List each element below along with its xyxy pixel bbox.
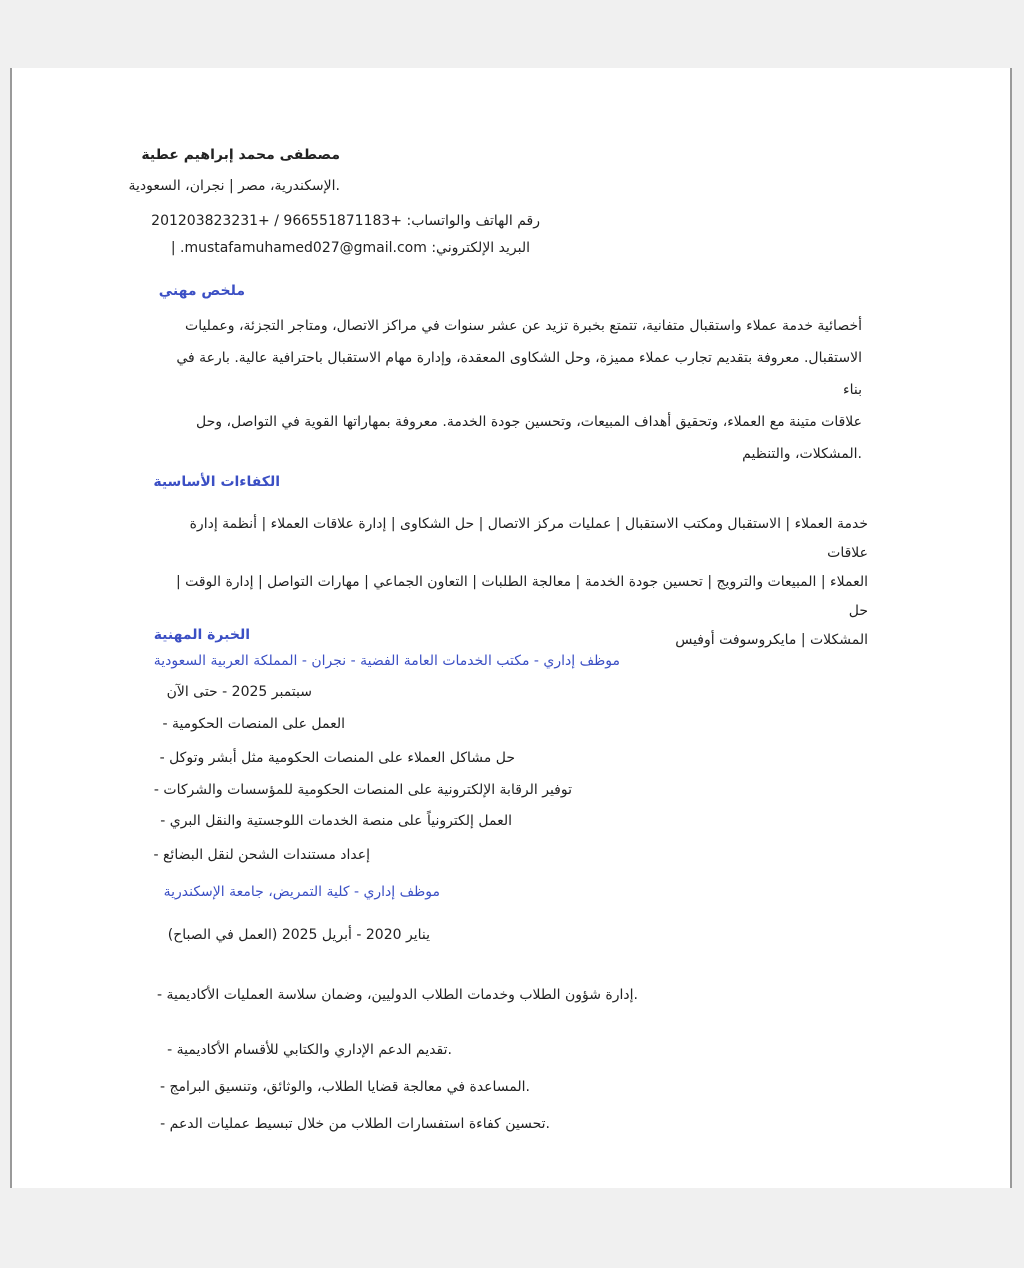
- job1-duty: إعداد مستندات الشحن لنقل البضائع -: [153, 847, 370, 863]
- competencies-line: خدمة العملاء | الاستقبال ومكتب الاستقبال | عمليات مركز الاتصال | حل الشكاوى | إدارة علاقات العملاء | أنظمة إدارة علاقات: [189, 516, 868, 561]
- job2-duty: .المساعدة في معالجة قضايا الطلاب، والوثائق، وتنسيق البرامج -: [160, 1079, 530, 1095]
- candidate-name: مصطفى محمد إبراهيم عطية: [141, 147, 340, 163]
- job1-title: موظف إداري - مكتب الخدمات العامة الفضية - نجران - المملكة العربية السعودية: [153, 653, 620, 669]
- resume-page: [10, 68, 1012, 1188]
- competencies-line: العملاء | المبيعات والترويج | تحسين جودة الخدمة | معالجة الطلبات | التعاون الجماعي | مهارات التواصل | إدارة الوقت | حل: [176, 574, 868, 619]
- job2-duty: .تحسين كفاءة استفسارات الطلاب من خلال تبسيط عمليات الدعم -: [160, 1116, 550, 1132]
- job2-duty: .إدارة شؤون الطلاب وخدمات الطلاب الدوليين، وضمان سلاسة العمليات الأكاديمية -: [156, 987, 638, 1003]
- competencies-line: المشكلات | مايكروسوفت أوفيس: [675, 632, 868, 648]
- job2-dates: يناير 2020 - أبريل 2025 (العمل في الصباح): [167, 927, 430, 943]
- job1-duty: العمل إلكترونياً على منصة الخدمات اللوجستية والنقل البري -: [160, 813, 512, 829]
- job1-dates: سبتمبر 2025 - حتى الآن: [166, 684, 312, 700]
- summary-paragraph: [162, 310, 862, 470]
- summary-heading: ملخص مهني: [158, 283, 245, 299]
- phone: رقم الهاتف والواتساب: +966551871183 / +201203823231: [151, 213, 540, 229]
- job1-duty: توفير الرقابة الإلكترونية على المنصات الحكومية للمؤسسات والشركات -: [153, 782, 572, 798]
- experience-heading: الخبرة المهنية: [153, 627, 250, 643]
- summary-line: علاقات متينة مع العملاء، وتحقيق أهداف المبيعات، وتحسين جودة الخدمة. معروفة بمهاراتها القوية في التواصل، وحل: [196, 414, 862, 430]
- job2-title: موظف إداري - كلية التمريض، جامعة الإسكندرية: [163, 884, 440, 900]
- email: البريد الإلكتروني: mustafamuhamed027@gmail.com. |: [170, 240, 530, 256]
- job1-duty: حل مشاكل العملاء على المنصات الحكومية مثل أبشر وتوكل -: [159, 750, 515, 766]
- competencies-paragraph: [163, 510, 868, 655]
- summary-line: أخصائية خدمة عملاء واستقبال متفانية، تتمتع بخبرة تزيد عن عشر سنوات في مراكز الاتصال، ومتاجر التجزئة، وعمليات: [185, 318, 862, 334]
- competencies-heading: الكفاءات الأساسية: [153, 474, 280, 490]
- summary-line: الاستقبال. معروفة بتقديم تجارب عملاء مميزة، وحل الشكاوى المعقدة، وإدارة مهام الاستقبال باحترافية عالية. بارعة في بناء: [176, 350, 862, 398]
- summary-line: .المشكلات، والتنظيم: [742, 446, 862, 462]
- location: .الإسكندرية، مصر | نجران، السعودية: [128, 178, 340, 194]
- job1-duty: العمل على المنصات الحكومية -: [162, 716, 345, 732]
- job2-duty: .تقديم الدعم الإداري والكتابي للأقسام الأكاديمية -: [167, 1042, 452, 1058]
